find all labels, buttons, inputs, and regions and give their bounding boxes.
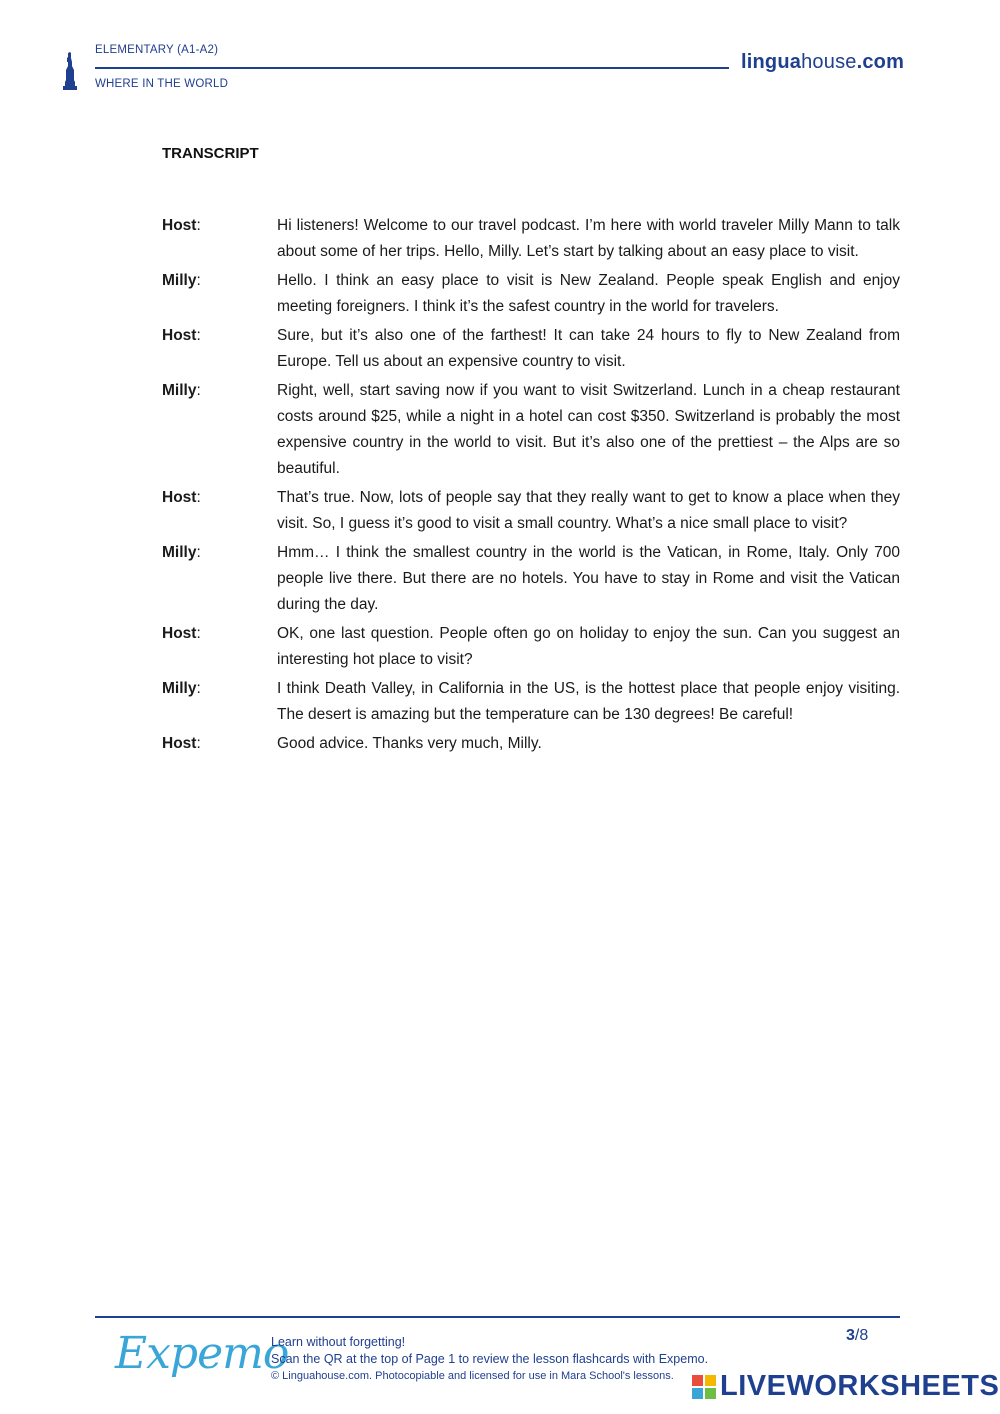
page-number <box>846 1327 868 1345</box>
page-total: /8 <box>854 1327 869 1344</box>
transcript-turn: Milly: Hmm… I think the smallest country in the world is the Vatican, in Rome, Italy. Only 700 people live there. But there are no hotels. You have to stay in Rome and visit the Vatican during the day. <box>162 540 900 618</box>
footer-copyright: © Linguahouse.com. Photocopiable and licensed for use in Mara School's lessons. <box>271 1370 674 1382</box>
footer-qr-note: Scan the QR at the top of Page 1 to review the lesson flashcards with Expemo. <box>271 1352 709 1366</box>
footer-tagline: Learn without forgetting! <box>271 1335 406 1349</box>
speaker-name: Host <box>162 327 197 344</box>
speaker-line: That’s true. Now, lots of people say that they really want to get to know a place when they visit. So, I guess it’s good to visit a small country. What’s a nice small place to visit? <box>277 489 900 532</box>
transcript-turn: Milly: I think Death Valley, in California in the US, is the hottest place that people enjoy visiting. The desert is amazing but the temperature can be 130 degrees! Be careful! <box>162 676 900 728</box>
expemo-logo: Expemo <box>115 1328 289 1379</box>
speaker-line: Hi listeners! Welcome to our travel podcast. I’m here with world traveler Milly Mann to talk about some of her trips. Hello, Milly. Let’s start by talking about an easy place to visit. <box>277 217 900 260</box>
lesson-level: ELEMENTARY (A1-A2) <box>95 44 219 56</box>
speaker-line: I think Death Valley, in California in the US, is the hottest place that people enjoy visiting. The desert is amazing but the temperature can be 130 degrees! Be careful! <box>277 680 900 723</box>
footer-divider <box>95 1316 900 1318</box>
speaker-line: Sure, but it’s also one of the farthest! It can take 24 hours to fly to New Zealand from Europe. Tell us about an expensive country to visit. <box>277 327 900 370</box>
speaker-name: Milly <box>162 680 197 697</box>
speaker-name: Host <box>162 217 197 234</box>
transcript-turn: Milly: Hello. I think an easy place to visit is New Zealand. People speak English and enjoy meeting foreigners. I think it’s the safest country in the world for travelers. <box>162 268 900 320</box>
speaker-name: Host <box>162 625 197 642</box>
speaker-name: Milly <box>162 544 197 561</box>
lesson-topic: WHERE IN THE WORLD <box>95 78 229 90</box>
transcript-turn: Host: OK, one last question. People often go on holiday to enjoy the sun. Can you suggest an interesting hot place to visit? <box>162 621 900 673</box>
speaker-name: Host <box>162 735 197 752</box>
liveworksheets-text: LIVEWORKSHEETS <box>720 1370 1000 1402</box>
speaker-name: Milly <box>162 272 197 289</box>
transcript-turn: Host: That’s true. Now, lots of people say that they really want to get to know a place when they visit. So, I guess it’s good to visit a small country. What’s a nice small place to visit? <box>162 485 900 537</box>
speaker-name: Host <box>162 489 197 506</box>
transcript-turn: Host: Hi listeners! Welcome to our travel podcast. I’m here with world traveler Milly Mann to talk about some of her trips. Hello, Milly. Let’s start by talking about an easy place to visit. <box>162 213 900 265</box>
transcript <box>162 213 900 760</box>
footer-text <box>271 1334 708 1385</box>
transcript-turn: Host: Sure, but it’s also one of the farthest! It can take 24 hours to fly to New Zealand from Europe. Tell us about an expensive country to visit. <box>162 323 900 375</box>
speaker-line: Hello. I think an easy place to visit is New Zealand. People speak English and enjoy meeting foreigners. I think it’s the safest country in the world for travelers. <box>277 272 900 315</box>
speaker-name: Milly <box>162 382 197 399</box>
speaker-line: OK, one last question. People often go on holiday to enjoy the sun. Can you suggest an interesting hot place to visit? <box>277 625 900 668</box>
logo-bold: lingua <box>741 51 802 73</box>
linguahouse-logo <box>741 51 904 74</box>
speaker-line: Right, well, start saving now if you want to visit Switzerland. Lunch in a cheap restaurant costs around $25, while a night in a hotel can cost $350. Switzerland is probably the most expensive country in the world to visit. But it’s also one of the prettiest – the Alps are so beautiful. <box>277 382 900 477</box>
liveworksheets-watermark <box>692 1370 999 1403</box>
transcript-turn: Host: Good advice. Thanks very much, Milly. <box>162 731 900 757</box>
logo-suffix: .com <box>856 51 905 73</box>
page-current: 3 <box>846 1327 855 1344</box>
page-title: TRANSCRIPT <box>162 145 259 162</box>
speaker-line: Good advice. Thanks very much, Milly. <box>277 735 542 752</box>
header-divider <box>95 67 729 69</box>
transcript-turn: Milly: Right, well, start saving now if you want to visit Switzerland. Lunch in a cheap restaurant costs around $25, while a night in a hotel can cost $350. Switzerland is probably the most expensive country in the world to visit. But it’s also one of the prettiest – the Alps are so beautiful. <box>162 378 900 482</box>
statue-of-liberty-icon <box>62 48 78 90</box>
liveworksheets-logo-icon <box>692 1375 716 1399</box>
speaker-line: Hmm… I think the smallest country in the world is the Vatican, in Rome, Italy. Only 700 people live there. But there are no hotels. You have to stay in Rome and visit the Vatican during the day. <box>277 544 900 613</box>
logo-regular: house <box>801 51 857 73</box>
